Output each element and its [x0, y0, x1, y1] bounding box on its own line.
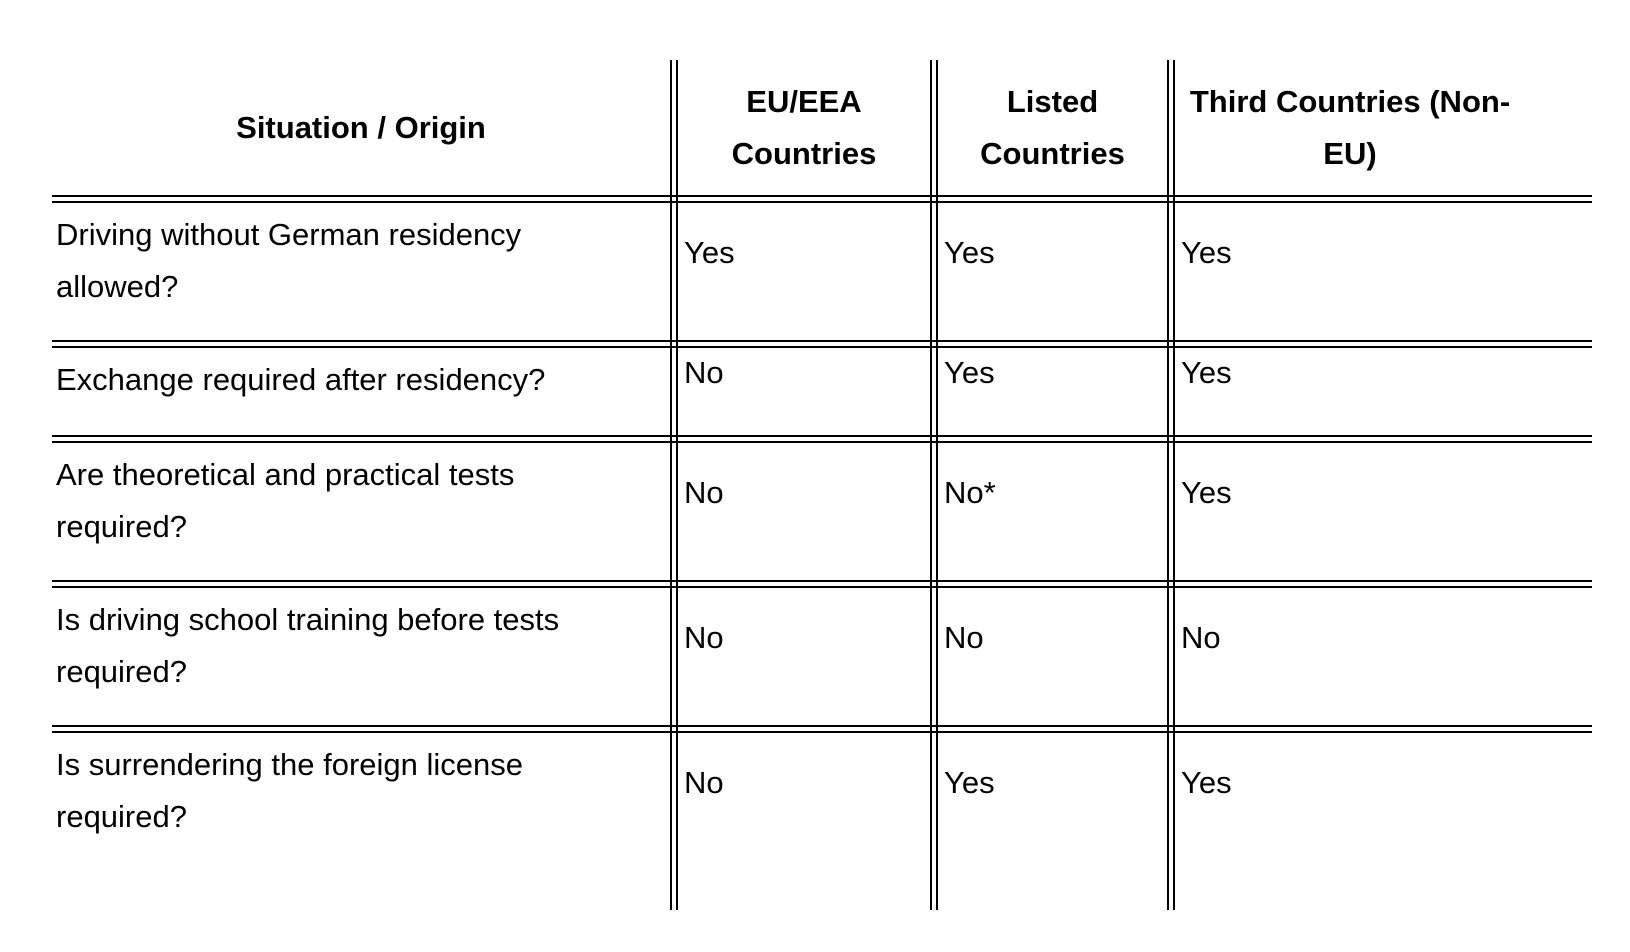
row-label: Is driving school training before tests required? [56, 602, 560, 689]
cell-eu-eea: No [684, 355, 724, 390]
column-divider [930, 60, 938, 910]
cell-listed: No* [944, 475, 996, 510]
row-label: Are theoretical and practical tests required? [56, 457, 515, 544]
cell-listed: No [944, 620, 984, 655]
cell-third: Yes [1181, 475, 1232, 510]
header-listed-countries: Listed Countries [980, 83, 1125, 171]
cell-eu-eea: No [684, 620, 724, 655]
cell-third: No [1181, 620, 1221, 655]
header-situation-origin: Situation / Origin [236, 109, 486, 145]
cell-listed: Yes [944, 235, 995, 270]
row-label: Driving without German residency allowed? [56, 217, 522, 304]
cell-eu-eea: No [684, 475, 724, 510]
row-label: Is surrendering the foreign license required? [56, 747, 523, 834]
cell-third: Yes [1181, 765, 1232, 800]
cell-third: Yes [1181, 355, 1232, 390]
cell-eu-eea: No [684, 765, 724, 800]
cell-eu-eea: Yes [684, 235, 735, 270]
header-third-countries: Third Countries (Non-EU) [1189, 83, 1511, 171]
cell-listed: Yes [944, 355, 995, 390]
comparison-table [52, 60, 1592, 910]
cell-listed: Yes [944, 765, 995, 800]
column-divider [1167, 60, 1175, 910]
header-eu-eea-countries: EU/EEA Countries [731, 83, 877, 171]
row-label: Exchange required after residency? [56, 362, 546, 397]
cell-third: Yes [1181, 235, 1232, 270]
column-divider [670, 60, 678, 910]
